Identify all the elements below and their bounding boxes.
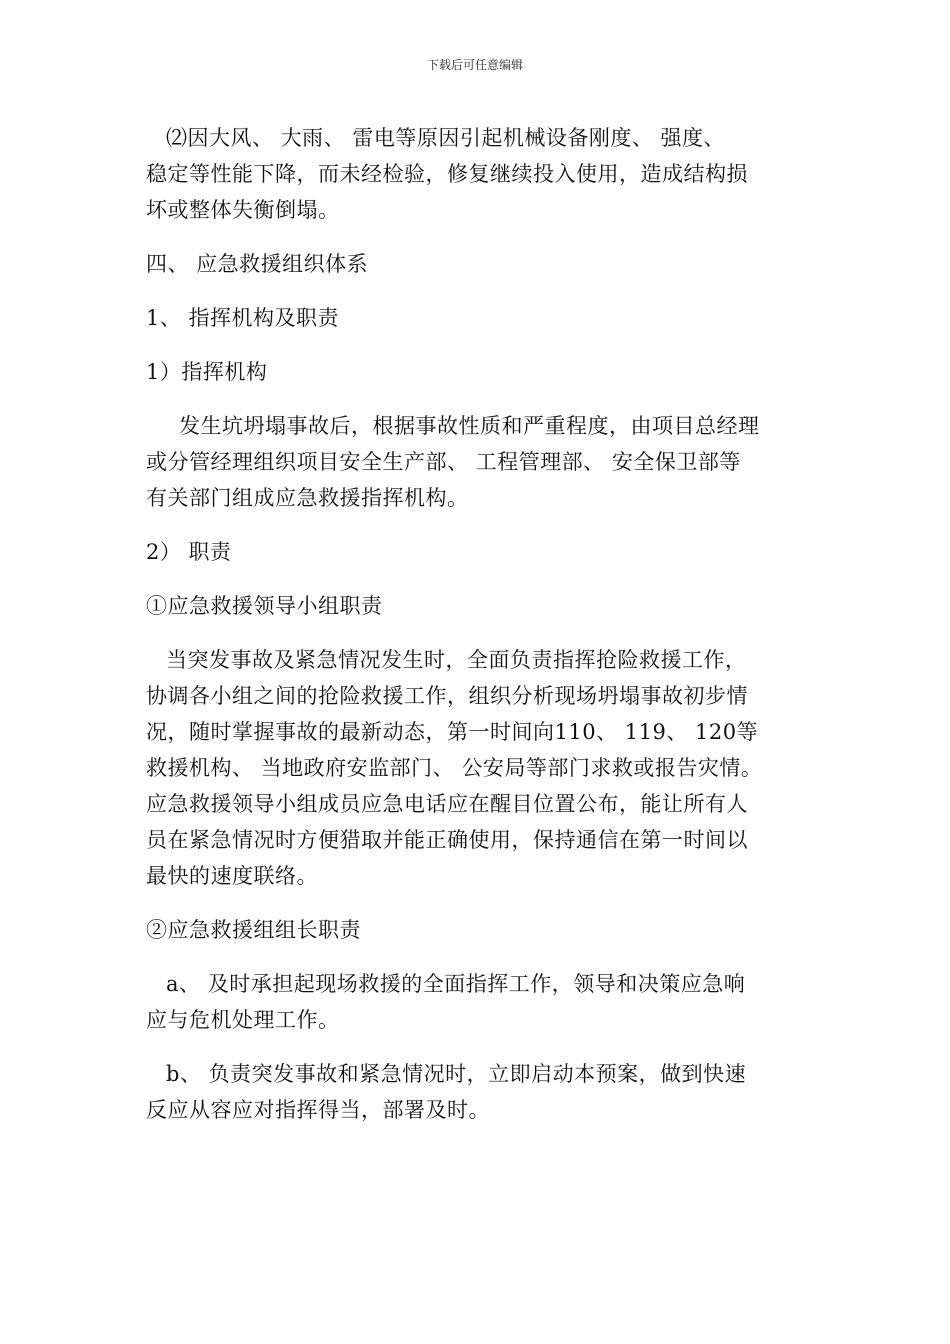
text-line: 当突发事故及紧急情况发生时，全面负责指挥抢险救援工作， [166, 648, 747, 672]
heading-text: 1）指挥机构 [146, 360, 268, 384]
text-line: 协调各小组之间的抢险救援工作，组织分析现场坍塌事故初步情 [146, 684, 748, 708]
text-line: 稳定等性能下降，而未经检验，修复继续投入使用，造成结构损 [146, 162, 748, 186]
text-line: ⑵因大风、 大雨、 雷电等原因引起机械设备刚度、 强度、 [166, 126, 726, 150]
text-line: 员在紧急情况时方便猎取并能正确使用，保持通信在第一时间以 [146, 828, 748, 852]
text-line: b、 负责突发事故和紧急情况时，立即启动本预案，做到快速 [166, 1062, 747, 1086]
item-heading-command [146, 354, 811, 390]
paragraph-cause-weather [146, 120, 811, 228]
paragraph-duty-a [146, 966, 811, 1038]
item-heading-leader-group [146, 588, 811, 624]
text-line: 最快的速度联络。 [146, 864, 318, 888]
section-heading [146, 246, 811, 282]
heading-text: 1、 指挥机构及职责 [146, 306, 340, 330]
text-line: 反应从容应对指挥得当，部署及时。 [146, 1098, 490, 1122]
paragraph-leader-group-duties [146, 642, 811, 894]
item-heading-leader-duties [146, 912, 811, 948]
text-line: 应急救援领导小组成员应急电话应在醒目位置公布，能让所有人 [146, 792, 748, 816]
paragraph-duty-b [146, 1056, 811, 1128]
text-line: 有关部门组成应急救援指挥机构。 [146, 486, 469, 510]
heading-text: ①应急救援领导小组职责 [146, 594, 383, 618]
text-line: 坏或整体失衡倒塌。 [146, 198, 340, 222]
text-line: 救援机构、 当地政府安监部门、 公安局等部门求救或报告灾情。 [146, 756, 763, 780]
heading-text: ②应急救援组组长职责 [146, 918, 361, 942]
text-line: 或分管经理组织项目安全生产部、 工程管理部、 安全保卫部等 [146, 450, 741, 474]
heading-text: 四、 应急救援组织体系 [146, 252, 369, 276]
text-line: 应与危机处理工作。 [146, 1008, 340, 1032]
text-line: 况，随时掌握事故的最新动态，第一时间向110、 119、 120等 [146, 720, 759, 744]
document-body [146, 120, 811, 1146]
text-line: 发生坑坍塌事故后，根据事故性质和严重程度，由项目总经理 [179, 414, 760, 438]
item-heading-duties [146, 534, 811, 570]
subsection-heading [146, 300, 811, 336]
text-line: a、 及时承担起现场救援的全面指挥工作，领导和决策应急响 [166, 972, 746, 996]
paragraph-command-structure [146, 408, 811, 516]
page-header: 下载后可任意编辑 [426, 58, 523, 72]
heading-text: 2） 职责 [146, 540, 232, 564]
